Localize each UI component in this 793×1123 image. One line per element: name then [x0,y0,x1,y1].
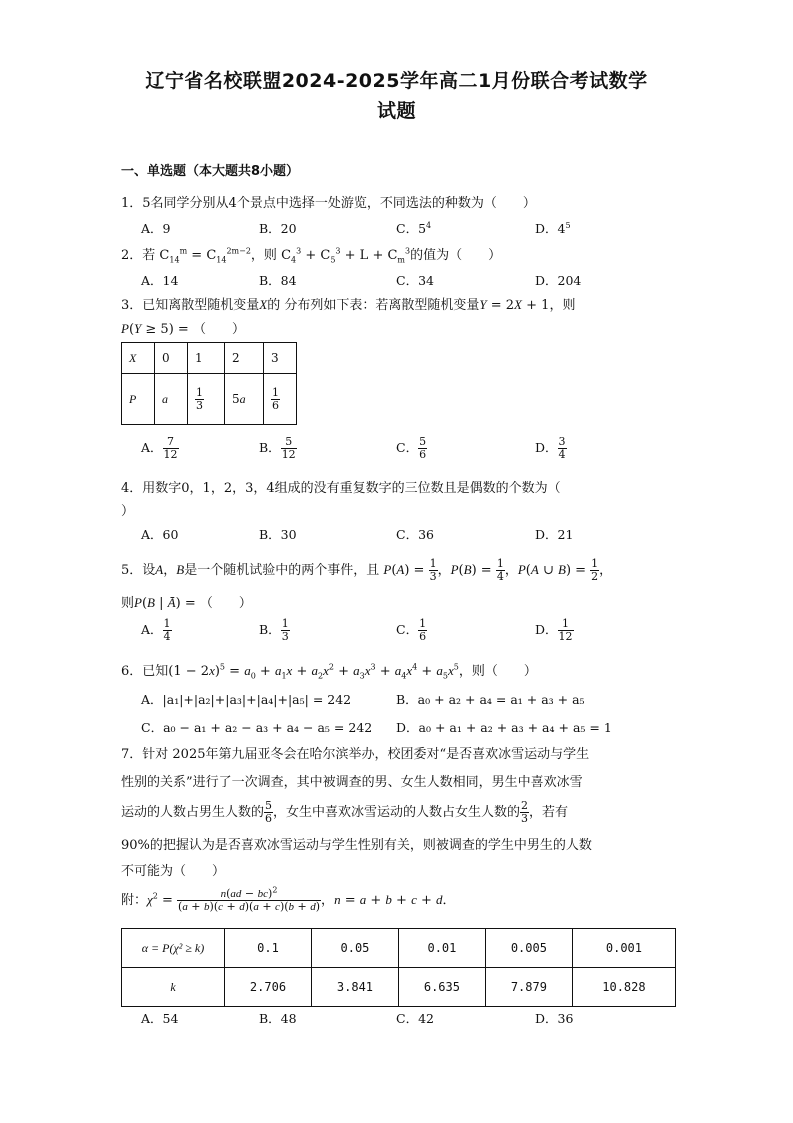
q1-stem: 1．5名同学分别从4个景点中选择一处游览，不同选法的种数为（ ） [121,196,536,211]
q7-line-3: 运动的人数占男生人数的 $\frac{5}{6}$ ，女生中喜欢冰雪运动的人数占女生人数的 $\frac{2}{3}$ ，若有 [121,799,569,825]
q6-option-c: C．a₀ − a₁ + a₂ − a₃ + a₄ − a₅ = 242 [141,720,373,735]
q2-option-a: A．14 [141,273,179,288]
q5-option-b: B． $\frac{1}{3}$ [259,617,289,643]
page-title [60,66,733,126]
table-cell: 3.841 [311,968,398,1007]
q6-option-d: D．a₀ + a₁ + a₂ + a₃ + a₄ + a₅ = 1 [396,720,612,735]
q4-stem-line-2: ） [121,504,135,519]
section-heading: 一、单选题（本大题共8小题） [121,164,300,179]
q3-option-b: B． $\frac{5}{12}$ [259,435,296,461]
q7-line-2: 性别的关系”进行了一次调查，其中被调查的男、女生人数相同，男生中喜欢冰雪 [121,775,583,790]
q7-line-5: 不可能为（ ） [121,864,226,879]
q3-distribution-table [121,342,297,425]
table-cell: 0.001 [572,929,675,968]
table-cell: 0.05 [311,929,398,968]
table-cell: 6.635 [398,968,485,1007]
q6-option-b: B．a₀ + a₂ + a₄ = a₁ + a₃ + a₅ [396,692,585,707]
table-cell: k [122,968,225,1007]
title-line-1: 辽宁省名校联盟2024-2025学年高二1月份联合考试数学 [145,70,648,92]
table-cell: $\frac{1}{6}$ [264,374,297,425]
q3-stem-line-1: 3．已知离散型随机变量X的 分布列如下表：若离散型随机变量Y = 2X + 1，则 [121,297,576,313]
q6-expansion-formula: $(1 - 2x)^5 = a_0 + a_1x + a_2x^2 + a_3x^3 + a_4x^4 + a_5x^5$ [168,662,459,681]
q2-formula-condition: $C_{14}^m = C_{14}^{2m-2}$ [159,246,251,265]
q1-option-a: A．9 [141,221,171,236]
q7-option-c: C．42 [396,1011,434,1026]
q4-option-d: D．21 [535,527,574,542]
q2-option-c: C．34 [396,273,434,288]
table-cell: a [155,374,188,425]
q7-option-a: A．54 [141,1011,179,1026]
table-cell: $\frac{1}{3}$ [188,374,225,425]
q5-option-d: D． $\frac{1}{12}$ [535,617,573,643]
table-cell: 0.01 [398,929,485,968]
q3-option-c: C． $\frac{5}{6}$ [396,435,427,461]
q7-option-d: D．36 [535,1011,574,1026]
q4-stem-line-1: 4．用数字0，1，2，3，4组成的没有重复数字的三位数且是偶数的个数为（ [121,481,561,496]
table-cell: 0.005 [485,929,572,968]
q1-option-b: B．20 [259,221,297,236]
q5-stem-line-2: 则P(B | Ā) = （ ） [121,595,252,611]
q4-option-c: C．36 [396,527,434,542]
table-cell: 7.879 [485,968,572,1007]
table-cell: 0 [155,343,188,374]
q7-line-1: 7．针对 2025年第九届亚冬会在哈尔滨举办，校团委对“是否喜欢冰雪运动与学生 [121,747,590,762]
q5-stem-line-1: 5．设A，B是一个随机试验中的两个事件，且 P(A) = $\frac{1}{3}$ ，P(B) = $\frac{1}{4}$ ，P(A ∪ B) = $\frac{1}{2}$ ， [121,557,613,583]
table-cell: 2.706 [225,968,312,1007]
table-cell: 0.1 [225,929,312,968]
q5-option-c: C． $\frac{1}{6}$ [396,617,427,643]
table-cell: 10.828 [572,968,675,1007]
table-cell: 2 [225,343,264,374]
table-cell: α = P(χ² ≥ k) [122,929,225,968]
q1-option-c: C．$5^4$ [396,220,432,236]
table-cell: P [122,374,155,425]
q7-line-4: 90%的把握认为是否喜欢冰雪运动与学生性别有关，则被调查的学生中男生的人数 [121,838,592,853]
table-cell: X [122,343,155,374]
q3-option-a: A． $\frac{7}{12}$ [141,435,178,461]
q3-stem-line-2: P(Y ≥ 5) = （ ） [121,321,245,337]
q6-stem: 6．已知$(1 - 2x)^5 = a_0 + a_1x + a_2x^2 + a_3x^3 + a_4x^4 + a_5x^5$，则（ ） [121,662,537,681]
table-cell: 3 [264,343,297,374]
q1-option-d: D．$4^5$ [535,220,571,236]
q7-appendix-formula: 附：$\chi^2$ = $\frac{n(ad - bc)^2}{(a + b)(c + d)(a + c)(b + d)}$ ，n = a + b + c + d． [121,885,456,913]
title-line-2: 试题 [376,100,416,122]
q4-option-a: A．60 [141,527,179,542]
q2-option-b: B．84 [259,273,297,288]
q2-stem: 2．若 $C_{14}^m = C_{14}^{2m-2}$，则 $C_4^3 + C_5^3 + L + C_m^3$的值为（ ） [121,246,502,265]
table-cell: 1 [188,343,225,374]
table-cell: 5a [225,374,264,425]
q3-option-d: D． $\frac{3}{4}$ [535,435,566,461]
q7-critical-value-table [121,928,676,1007]
q2-option-d: D．204 [535,273,582,288]
q4-option-b: B．30 [259,527,297,542]
q2-formula-sum: $C_4^3 + C_5^3 + L + C_m^3$ [281,246,411,265]
q5-option-a: A． $\frac{1}{4}$ [141,617,171,643]
q7-option-b: B．48 [259,1011,297,1026]
q6-option-a: A．|a₁|+|a₂|+|a₃|+|a₄|+|a₅| = 242 [141,692,352,707]
